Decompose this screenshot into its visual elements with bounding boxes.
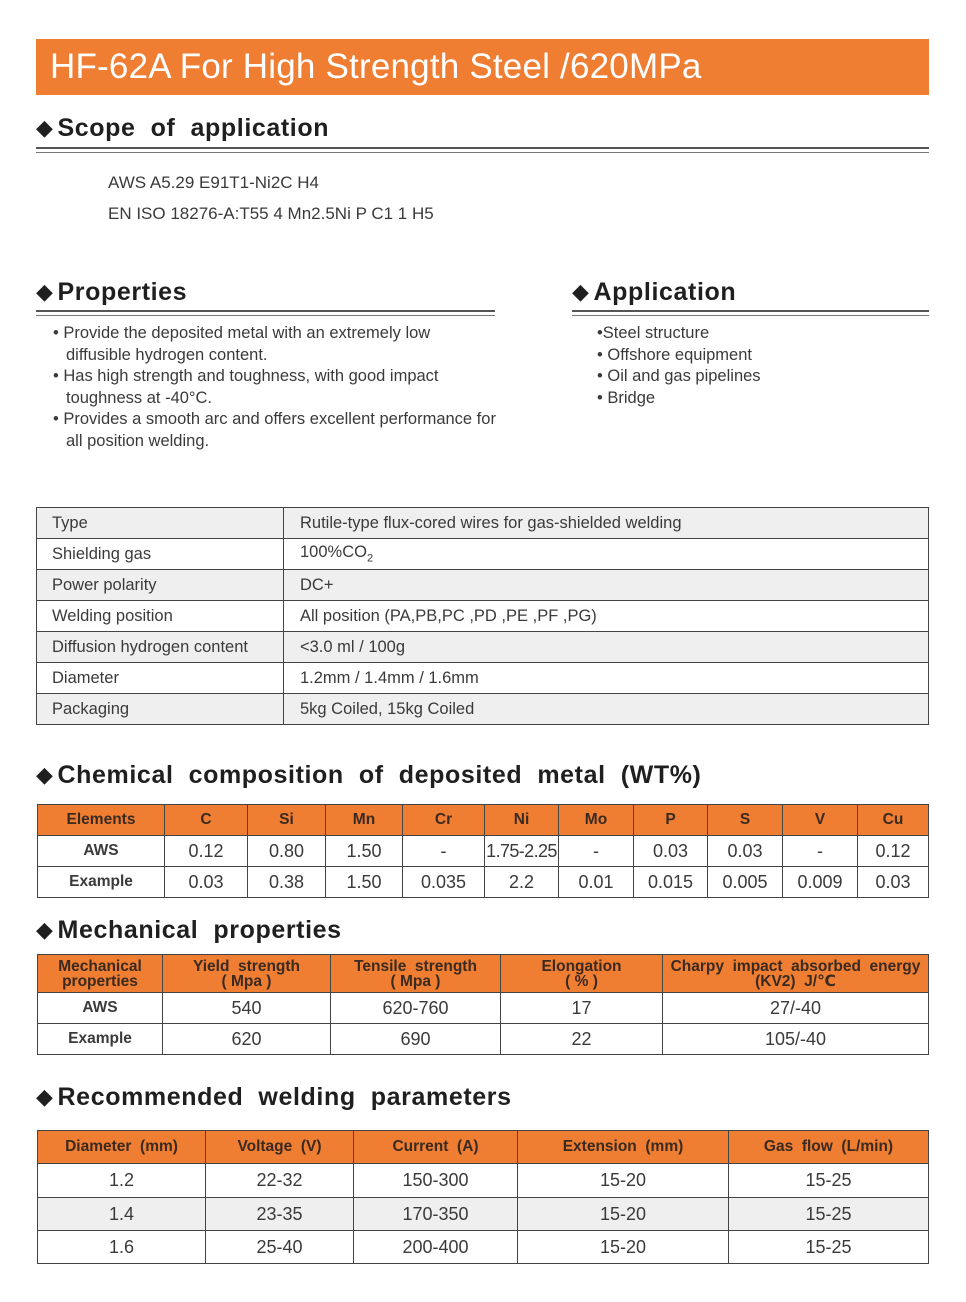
mechanical-table: [37, 954, 929, 1055]
list-item: • Has high strength and toughness, with good impact toughness at -40°C.: [53, 367, 439, 407]
spec-label: Welding position: [37, 601, 284, 632]
table-cell: 690: [331, 1024, 501, 1055]
table-row: [37, 694, 929, 725]
table-row: [38, 1024, 929, 1055]
list-item: •Steel structure: [597, 324, 710, 342]
column-header: C: [165, 805, 248, 836]
table-cell: 0.035: [403, 867, 485, 898]
column-header: Yield strength ( Mpa ): [163, 955, 331, 993]
table-header-row: [38, 955, 929, 993]
table-row: [38, 1198, 929, 1231]
spec-label: Type: [37, 508, 284, 539]
list-item: • Provide the deposited metal with an extremely low diffusible hydrogen content.: [53, 324, 431, 364]
table-cell: 15-20: [518, 1231, 729, 1264]
spec-value: Rutile-type flux-cored wires for gas-shielded welding: [284, 508, 929, 539]
divider: [36, 147, 929, 149]
table-cell: 0.01: [559, 867, 634, 898]
table-cell: 1.75-2.25: [485, 836, 559, 867]
diamond-bullet-icon: ◆: [36, 762, 54, 787]
column-header: Si: [248, 805, 326, 836]
scope-heading: ◆ Scope of application: [36, 114, 330, 142]
table-cell: 1.6: [38, 1231, 206, 1264]
table-cell: 22: [501, 1024, 663, 1055]
table-cell: 0.38: [248, 867, 326, 898]
column-header: Ni: [485, 805, 559, 836]
column-header: Elements: [38, 805, 165, 836]
diamond-bullet-icon: ◆: [36, 1084, 54, 1109]
welding-table: [37, 1130, 929, 1264]
table-cell: -: [403, 836, 485, 867]
spec-label: Diameter: [37, 663, 284, 694]
table-cell: 0.03: [634, 836, 708, 867]
scope-line: EN ISO 18276-A:T55 4 Mn2.5Ni P C1 1 H5: [108, 204, 434, 223]
table-cell: 27/-40: [663, 993, 929, 1024]
divider: [36, 310, 495, 312]
diamond-bullet-icon: ◆: [572, 279, 590, 304]
table-cell: 17: [501, 993, 663, 1024]
column-header: Gas flow (L/min): [729, 1131, 929, 1164]
column-header: Mo: [559, 805, 634, 836]
table-cell: 23-35: [206, 1198, 354, 1231]
table-cell: 1.50: [326, 867, 403, 898]
list-item: • Provides a smooth arc and offers excellent performance for all position welding.: [53, 410, 496, 450]
table-cell: 0.12: [858, 836, 929, 867]
column-header: Mechanical properties: [38, 955, 163, 993]
table-row: [37, 632, 929, 663]
column-header: Current (A): [354, 1131, 518, 1164]
table-row: [37, 663, 929, 694]
table-cell: -: [783, 836, 858, 867]
column-header: Charpy impact absorbed energy (KV2) J/℃: [663, 955, 929, 993]
diamond-bullet-icon: ◆: [36, 917, 54, 942]
table-cell: 22-32: [206, 1164, 354, 1198]
mechanical-heading: ◆ Mechanical properties: [36, 916, 342, 944]
column-header: V: [783, 805, 858, 836]
table-cell: 150-300: [354, 1164, 518, 1198]
application-heading: ◆ Application: [572, 278, 737, 306]
column-header: Cu: [858, 805, 929, 836]
spec-label: Packaging: [37, 694, 284, 725]
diamond-bullet-icon: ◆: [36, 115, 54, 140]
table-cell: 0.009: [783, 867, 858, 898]
list-item: • Offshore equipment: [597, 345, 752, 364]
table-row: [37, 539, 929, 570]
table-cell: 540: [163, 993, 331, 1024]
table-cell: 15-20: [518, 1164, 729, 1198]
column-header: Extension (mm): [518, 1131, 729, 1164]
column-header: Mn: [326, 805, 403, 836]
table-cell: 0.03: [858, 867, 929, 898]
spec-value: 5kg Coiled, 15kg Coiled: [284, 694, 929, 725]
application-list: [597, 323, 927, 409]
properties-heading: ◆ Properties: [36, 278, 188, 306]
table-cell: 1.2: [38, 1164, 206, 1198]
table-row: [37, 570, 929, 601]
diamond-bullet-icon: ◆: [36, 279, 54, 304]
table-header-row: [38, 805, 929, 836]
spec-value: 1.2mm / 1.4mm / 1.6mm: [284, 663, 929, 694]
welding-heading: ◆ Recommended welding parameters: [36, 1083, 512, 1111]
column-header: S: [708, 805, 783, 836]
column-header: Elongation ( % ): [501, 955, 663, 993]
table-cell: 0.03: [708, 836, 783, 867]
table-cell: 15-25: [729, 1198, 929, 1231]
column-header: Tensile strength ( Mpa ): [331, 955, 501, 993]
shielding-gas-value: $100\%CO_2$: [300, 543, 374, 565]
row-label: Example: [38, 867, 165, 898]
table-cell: 15-25: [729, 1231, 929, 1264]
table-cell: 0.03: [165, 867, 248, 898]
table-row: [38, 993, 929, 1024]
spec-label: Diffusion hydrogen content: [37, 632, 284, 663]
spec-value: All position (PA,PB,PC ,PD ,PE ,PF ,PG): [284, 601, 929, 632]
spec-label: Shielding gas: [37, 539, 284, 570]
table-cell: 25-40: [206, 1231, 354, 1264]
table-cell: 170-350: [354, 1198, 518, 1231]
scope-line: AWS A5.29 E91T1-Ni2C H4: [108, 173, 320, 192]
spec-value: <3.0 ml / 100g: [284, 632, 929, 663]
table-row: [38, 1164, 929, 1198]
table-cell: 15-20: [518, 1198, 729, 1231]
table-cell: 1.50: [326, 836, 403, 867]
row-label: AWS: [38, 836, 165, 867]
list-item: • Bridge: [597, 388, 656, 407]
table-cell: -: [559, 836, 634, 867]
table-row: [38, 867, 929, 898]
table-cell: 1.4: [38, 1198, 206, 1231]
table-row: [37, 508, 929, 539]
table-cell: 0.12: [165, 836, 248, 867]
spec-label: Power polarity: [37, 570, 284, 601]
page-title: HF-62A For High Strength Steel /620MPa: [36, 39, 929, 95]
table-row: [38, 836, 929, 867]
column-header: Voltage (V): [206, 1131, 354, 1164]
properties-list: [53, 323, 498, 452]
chemical-table: [37, 804, 929, 898]
divider: [572, 310, 929, 312]
row-label: AWS: [38, 993, 163, 1024]
list-item: • Oil and gas pipelines: [597, 367, 761, 385]
table-cell: 0.80: [248, 836, 326, 867]
table-row: [37, 601, 929, 632]
row-label: Example: [38, 1024, 163, 1055]
table-cell: 15-25: [729, 1164, 929, 1198]
table-cell: 0.015: [634, 867, 708, 898]
spec-table: [36, 507, 929, 725]
table-header-row: [38, 1131, 929, 1164]
column-header: Diameter (mm): [38, 1131, 206, 1164]
table-row: [38, 1231, 929, 1264]
spec-value: [284, 539, 929, 570]
table-cell: 620-760: [331, 993, 501, 1024]
column-header: Cr: [403, 805, 485, 836]
table-cell: 0.005: [708, 867, 783, 898]
chemical-heading: ◆ Chemical composition of deposited metal (WT%): [36, 761, 702, 789]
table-cell: 2.2: [485, 867, 559, 898]
table-cell: 200-400: [354, 1231, 518, 1264]
column-header: P: [634, 805, 708, 836]
table-cell: 620: [163, 1024, 331, 1055]
scope-standards: [108, 167, 434, 229]
table-cell: 105/-40: [663, 1024, 929, 1055]
spec-value: DC+: [284, 570, 929, 601]
